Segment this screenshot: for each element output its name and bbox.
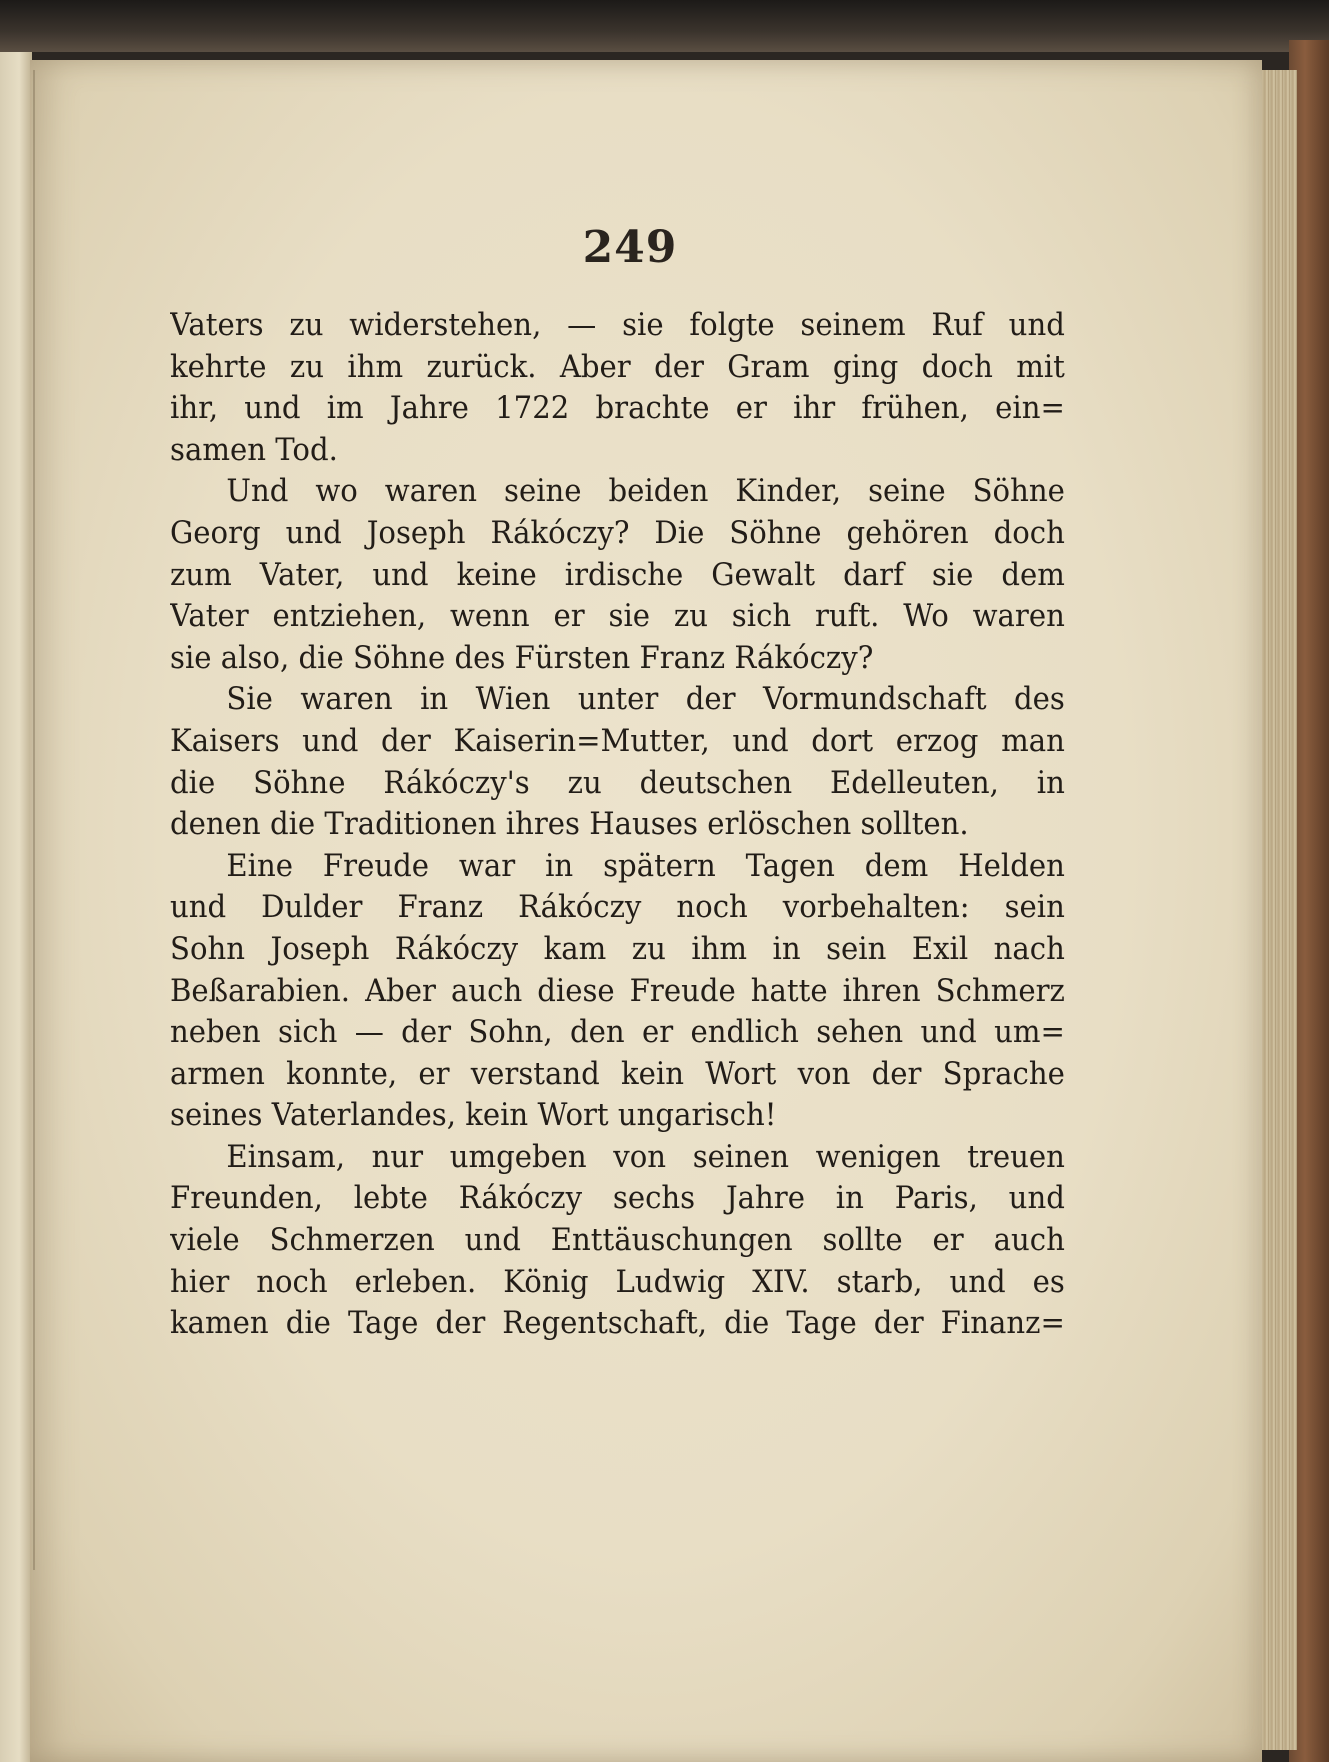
book-top-edge xyxy=(0,0,1329,52)
text-line: hier noch erleben. König Ludwig XIV. starb, und es xyxy=(170,1263,1065,1300)
left-page-edge xyxy=(0,52,32,1762)
text-line: Und wo waren seine beiden Kinder, seine Söhne xyxy=(226,473,1065,510)
text-line: kamen die Tage der Regentschaft, die Tage der Finanz= xyxy=(170,1305,1065,1342)
gutter-line xyxy=(33,70,35,1570)
text-line: kehrte zu ihm zurück. Aber der Gram ging doch mit xyxy=(170,348,1065,385)
text-line: Freunden, lebte Rákóczy sechs Jahre in Paris, und xyxy=(170,1180,1065,1217)
text-line: Georg und Joseph Rákóczy? Die Söhne gehören doch xyxy=(170,514,1065,551)
text-line: seines Vaterlandes, kein Wort ungarisch! xyxy=(170,1097,777,1134)
body-text xyxy=(170,305,1065,1345)
text-line: Kaisers und der Kaiserin=Mutter, und dort erzog man xyxy=(170,722,1065,759)
text-line: und Dulder Franz Rákóczy noch vorbehalten: sein xyxy=(170,889,1065,926)
text-line: ihr, und im Jahre 1722 brachte er ihr frühen, ein= xyxy=(170,390,1065,427)
text-line: die Söhne Rákóczy's zu deutschen Edelleuten, in xyxy=(170,764,1065,801)
text-line: sie also, die Söhne des Fürsten Franz Rákóczy? xyxy=(170,639,874,676)
text-line: samen Tod. xyxy=(170,431,338,468)
text-line: armen konnte, er verstand kein Wort von der Sprache xyxy=(170,1055,1065,1092)
text-line: Vaters zu widerstehen, — sie folgte seinem Ruf und xyxy=(170,307,1065,343)
text-line: Sohn Joseph Rákóczy kam zu ihm in sein Exil nach xyxy=(170,930,1065,967)
text-line: Vater entziehen, wenn er sie zu sich ruft. Wo waren xyxy=(170,598,1065,635)
text-line: Sie waren in Wien unter der Vormundschaft des xyxy=(226,681,1065,718)
text-line: viele Schmerzen und Enttäuschungen sollte er auch xyxy=(170,1222,1065,1259)
text-line: denen die Traditionen ihres Hauses erlöschen sollten. xyxy=(170,806,969,843)
text-line: Einsam, nur umgeben von seinen wenigen treuen xyxy=(226,1138,1065,1175)
page-number: 249 xyxy=(582,222,678,273)
text-line: neben sich — der Sohn, den er endlich sehen und um= xyxy=(170,1014,1065,1051)
text-line: Beßarabien. Aber auch diese Freude hatte ihren Schmerz xyxy=(170,972,1065,1009)
text-line: Eine Freude war in spätern Tagen dem Helden xyxy=(226,847,1065,884)
text-line: zum Vater, und keine irdische Gewalt darf sie dem xyxy=(170,556,1065,593)
